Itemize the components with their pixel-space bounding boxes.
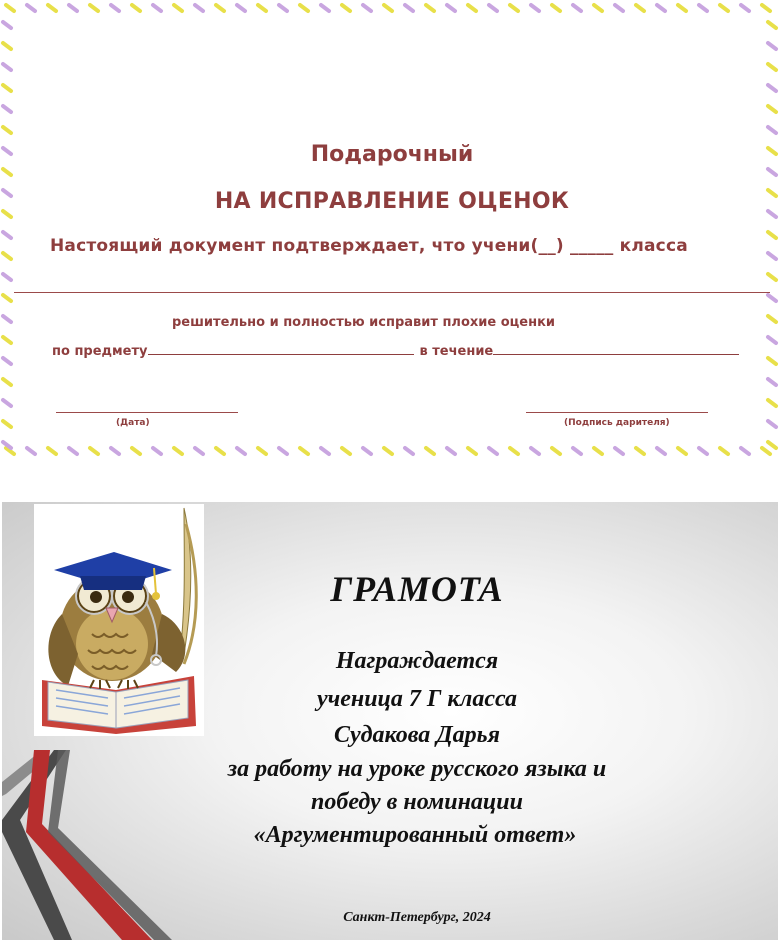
border-dash [405, 5, 413, 11]
border-dash [741, 5, 749, 11]
border-dash [3, 232, 11, 238]
date-caption: (Дата) [116, 418, 150, 428]
border-dash [321, 5, 329, 11]
voucher-subtitle: НА ИСПРАВЛЕНИЕ ОЦЕНОК [214, 189, 570, 214]
border-dash [195, 448, 203, 454]
border-dash [300, 5, 308, 11]
border-dash [768, 337, 776, 343]
border-dash [510, 448, 518, 454]
award-line: Награждается [335, 648, 499, 674]
border-dash [720, 448, 728, 454]
period-blank [493, 344, 739, 355]
nomination-line: победу в номинации [311, 789, 523, 815]
border-dash [594, 448, 602, 454]
subject-period-line [52, 344, 739, 359]
student-name-line: Судакова Дарья [333, 722, 501, 748]
border-dash [531, 5, 539, 11]
border-dash [768, 127, 776, 133]
border-dash [768, 316, 776, 322]
gift-voucher [0, 0, 780, 458]
border-dash [153, 448, 161, 454]
border-dash [426, 448, 434, 454]
diploma-slide [2, 502, 778, 940]
voucher-promise: решительно и полностью исправит плохие оценки [172, 315, 556, 330]
border-dash [762, 5, 770, 11]
border-dash [678, 448, 686, 454]
border-dash [3, 274, 11, 280]
border-dash [3, 64, 11, 70]
border-dash [384, 5, 392, 11]
border-dash [657, 5, 665, 11]
border-dash [531, 448, 539, 454]
border-dash [426, 5, 434, 11]
border-dash [468, 448, 476, 454]
border-dash [768, 358, 776, 364]
border-dash [342, 5, 350, 11]
border-dash [3, 253, 11, 259]
border-dash [279, 448, 287, 454]
border-dash [3, 316, 11, 322]
border-dash [699, 448, 707, 454]
border-dash [636, 5, 644, 11]
border-dash [3, 22, 11, 28]
border-dash [552, 448, 560, 454]
border-dash [321, 448, 329, 454]
border-dash [768, 232, 776, 238]
border-dash [27, 5, 35, 11]
signature-line [526, 412, 708, 413]
border-dash [258, 5, 266, 11]
border-dash [768, 274, 776, 280]
diploma-title: ГРАМОТА [330, 569, 504, 609]
border-dash [489, 448, 497, 454]
border-dash [48, 448, 56, 454]
border-dash [447, 448, 455, 454]
border-dash [615, 5, 623, 11]
border-dash [258, 448, 266, 454]
border-dash [384, 448, 392, 454]
border-dash [468, 5, 476, 11]
border-dash [237, 5, 245, 11]
border-dash [768, 64, 776, 70]
reason-line: за работу на уроке русского языка и [227, 756, 607, 782]
border-dash [489, 5, 497, 11]
border-dash [69, 448, 77, 454]
border-dash [768, 295, 776, 301]
diploma-footer: Санкт-Петербург, 2024 [343, 910, 491, 925]
border-dash [636, 448, 644, 454]
border-dash [594, 5, 602, 11]
border-dash [768, 253, 776, 259]
border-dash [768, 43, 776, 49]
border-dash [762, 448, 770, 454]
border-dash [405, 448, 413, 454]
border-dash [174, 5, 182, 11]
border-dash [3, 295, 11, 301]
subject-blank [148, 344, 414, 355]
border-dash [90, 5, 98, 11]
voucher-statement: Настоящий документ подтверждает, что учени(__) _____ класса [50, 236, 688, 256]
border-dash [768, 400, 776, 406]
border-dash [3, 106, 11, 112]
border-dash [615, 448, 623, 454]
border-dash [573, 5, 581, 11]
border-dash [720, 5, 728, 11]
border-dash [174, 448, 182, 454]
border-dash [153, 5, 161, 11]
border-dash [768, 421, 776, 427]
border-dash [768, 169, 776, 175]
border-dash [3, 358, 11, 364]
border-dash [678, 5, 686, 11]
border-dash [3, 442, 11, 448]
border-dash [69, 5, 77, 11]
border-dash [27, 448, 35, 454]
signature-caption: (Подпись дарителя) [564, 418, 670, 428]
border-dash [111, 5, 119, 11]
dashed-border [0, 0, 780, 458]
border-dash [300, 448, 308, 454]
border-dash [132, 5, 140, 11]
border-dash [552, 5, 560, 11]
border-dash [216, 5, 224, 11]
border-dash [132, 448, 140, 454]
border-dash [447, 5, 455, 11]
border-dash [216, 448, 224, 454]
student-class-line: ученица 7 Г класса [316, 686, 518, 712]
date-line [56, 412, 238, 413]
border-dash [768, 85, 776, 91]
border-dash [768, 106, 776, 112]
border-dash [657, 448, 665, 454]
nomination-name-line: «Аргументированный ответ» [253, 822, 577, 848]
border-dash [768, 442, 776, 448]
border-dash [195, 5, 203, 11]
border-dash [279, 5, 287, 11]
border-dash [6, 5, 14, 11]
subject-label: по предмету [52, 344, 148, 359]
border-dash [768, 22, 776, 28]
border-dash [573, 448, 581, 454]
border-dash [111, 448, 119, 454]
border-dash [342, 448, 350, 454]
border-dash [3, 379, 11, 385]
voucher-title: Подарочный [310, 142, 474, 167]
name-fill-line [14, 292, 770, 293]
border-dash [3, 43, 11, 49]
border-dash [48, 5, 56, 11]
border-dash [3, 421, 11, 427]
border-dash [3, 169, 11, 175]
border-dash [741, 448, 749, 454]
border-dash [3, 85, 11, 91]
border-dash [510, 5, 518, 11]
period-label: в течение [419, 344, 494, 359]
border-dash [237, 448, 245, 454]
border-dash [768, 379, 776, 385]
border-dash [699, 5, 707, 11]
border-dash [3, 337, 11, 343]
border-dash [90, 448, 98, 454]
border-dash [363, 5, 371, 11]
border-dash [3, 400, 11, 406]
border-dash [363, 448, 371, 454]
border-dash [3, 127, 11, 133]
